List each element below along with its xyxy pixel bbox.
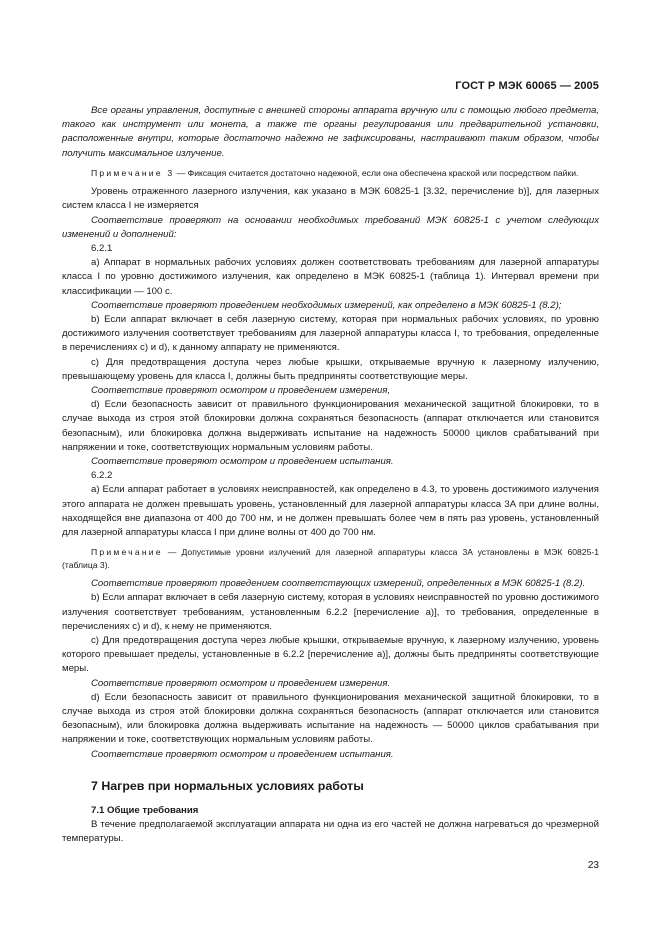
paragraph: a) Если аппарат работает в условиях неисправностей, как определено в 4.3, то уровень достижимого излучения этого аппарата не должен превышать уровень, установленный для лазерной аппаратуры класса 3A при длине волны, находящейся вне диапазона от 400 до 700 нм, и не должен превышать более чем в пять раз уровень, установленный для лазерной аппаратуры класса I при длине волны от 400 до 700 нм. bbox=[62, 484, 599, 539]
note-label: Примечание bbox=[91, 547, 163, 558]
standard-header: ГОСТ Р МЭК 60065 — 2005 bbox=[455, 80, 599, 92]
paragraph: b) Если аппарат включает в себя лазерную систему, которая при нормальных рабочих условиях, по уровню достижимого излучения соответствует требованиям для лазерной аппаратуры класса I, то требования, определенные в перечислениях c) и d), к данному аппарату не применяются. bbox=[62, 314, 599, 354]
note-text: — Допустимые уровни излучений для лазерной аппаратуры класса 3A установлены в МЭК 60825-1 (таблица 3). bbox=[62, 547, 599, 570]
note-label: Примечание 3 bbox=[91, 167, 175, 178]
paragraph: Все органы управления, доступные с внешней стороны аппарата вручную или с помощью любого предмета, такого как инструмент или монета, а также те органы регулирования или предварительной установки, расположенные внутри, которые достаточно надежно не зафиксированы, настраивают таким образом, чтобы получить максимальное излучение. bbox=[62, 105, 599, 159]
paragraph: В течение предполагаемой эксплуатации аппарата ни одна из его частей не должна нагреваться до чрезмерной температуры. bbox=[62, 818, 599, 845]
note bbox=[62, 546, 599, 571]
paragraph: a) Аппарат в нормальных рабочих условиях должен соответствовать требованиям для лазерной аппаратуры класса I по уровню достижимого излучения, как определено в МЭК 60825-1 (таблица 1). Интервал времени при классификации — 100 с. bbox=[62, 257, 599, 297]
paragraph: Соответствие проверяют на основании необходимых требований МЭК 60825-1 с учетом следующих изменений и дополнений: bbox=[62, 214, 599, 240]
document-body bbox=[62, 104, 599, 846]
paragraph: Соответствие проверяют проведением соответствующих измерений, определенных в МЭК 60825-1 (8.2). bbox=[91, 578, 586, 590]
paragraph: Соответствие проверяют осмотром и проведением измерения. bbox=[91, 677, 391, 689]
paragraph: b) Если аппарат включает в себя лазерную систему, которая в условиях неисправностей по уровню достижимого излучения соответствует требованиям, установленным 6.2.2 [перечисление a)], то требования, определенные в перечислениях c) и d), к нему не применяются. bbox=[62, 592, 599, 632]
paragraph: c) Для предотвращения доступа через любые крышки, открываемые вручную к лазерному излучению, превышающему уровень для класса I, должны быть предприняты соответствующие меры. bbox=[62, 356, 599, 382]
page-number: 23 bbox=[587, 860, 599, 871]
clause-number: 6.2.1 bbox=[91, 243, 113, 255]
paragraph: Соответствие проверяют проведением необходимых измерений, как определено в МЭК 60825-1 (8.2); bbox=[91, 299, 562, 311]
paragraph: Уровень отраженного лазерного излучения, как указано в МЭК 60825-1 [3.32, перечисление b)], для лазерных систем класса I не измеряется bbox=[62, 186, 599, 212]
paragraph: Соответствие проверяют осмотром и проведением испытания. bbox=[91, 456, 394, 468]
paragraph: d) Если безопасность зависит от правильного функционирования механической защитной блокировки, то в случае выхода из строя этой блокировки должна сохраняться безопасность (аппарат отключается или становится безопасным), или блокировка должна выдерживать испытание на надежность 50000 циклов срабатываний при напряжении и токе, соответствующих нормальным условиям работы. bbox=[62, 399, 599, 453]
paragraph: d) Если безопасность зависит от правильного функционирования механической защитной блокировки, то в случае выхода из строя этой блокировки должна сохраняться безопасность (аппарат отключается или становится безопасным), или блокировка должна выдерживать испытание на надежность — 50000 циклов срабатывания при напряжении и токе, соответствующих нормальным условиям работы. bbox=[62, 691, 599, 746]
note bbox=[62, 167, 599, 179]
paragraph: Соответствие проверяют осмотром и проведением испытания. bbox=[91, 748, 394, 760]
subsection-title: 7.1 Общие требования bbox=[91, 804, 199, 816]
paragraph: Соответствие проверяют осмотром и проведением измерения, bbox=[91, 385, 391, 397]
section-title: 7 Нагрев при нормальных условиях работы bbox=[91, 778, 364, 793]
note-text: — Фиксация считается достаточно надежной, если она обеспечена краской или посредством пайки. bbox=[174, 167, 579, 178]
paragraph: c) Для предотвращения доступа через любые крышки, открываемые вручную, к лазерному излучению, уровень которого превышает пределы, установленные в 6.2.2 [перечисление a)], должны быть предприняты соответствующие меры. bbox=[62, 634, 599, 675]
clause-number: 6.2.2 bbox=[91, 470, 113, 482]
